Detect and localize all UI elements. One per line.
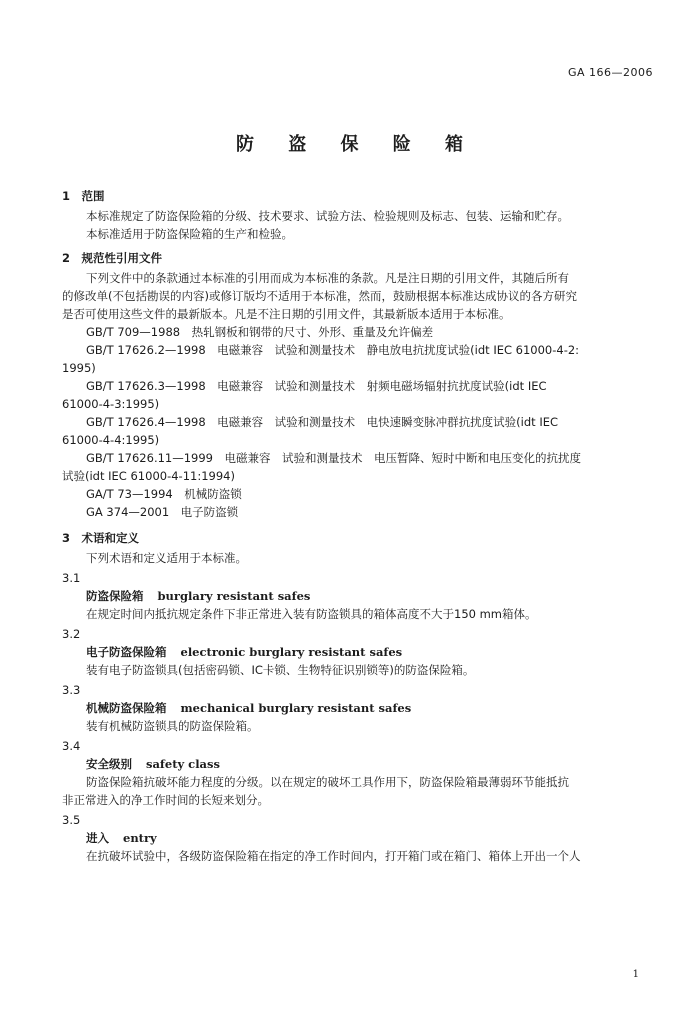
clause-number: 3.1 — [62, 571, 81, 585]
term-definition: 防盗保险箱抗破坏能力程度的分级。以在规定的破坏工具作用下，防盗保险箱最薄弱环节能抵抗 — [86, 775, 569, 789]
reference-item-continued: 1995) — [62, 361, 96, 375]
term-definition-continued: 非正常进入的净工作时间的长短来划分。 — [62, 793, 269, 807]
reference-item-continued: 61000-4-4:1995) — [62, 433, 160, 447]
term-definition: 在抗破坏试验中，各级防盗保险箱在指定的净工作时间内，打开箱门或在箱门、箱体上开出一个人 — [86, 849, 581, 863]
paragraph: 本标准适用于防盗保险箱的生产和检验。 — [86, 227, 293, 241]
term-entry — [62, 645, 654, 659]
standard-number: GA 166—2006 — [567, 66, 653, 79]
reference-item-continued: 试验(idt IEC 61000-4-11:1994) — [62, 469, 235, 483]
paragraph: 本标准规定了防盗保险箱的分级、技术要求、试验方法、检验规则及标志、包装、运输和贮存。 — [86, 209, 569, 223]
term-english: safety class — [146, 757, 220, 771]
term-chinese: 电子防盗保险箱 — [86, 645, 167, 659]
reference-item-continued: 61000-4-3:1995) — [62, 397, 160, 411]
section-heading-terms-definitions: 3 术语和定义 — [62, 531, 140, 545]
reference-item: GB/T 17626.3—1998 电磁兼容 试验和测量技术 射频电磁场辐射抗扰度试验(idt IEC — [86, 379, 547, 393]
term-entry — [62, 589, 654, 603]
term-definition: 装有机械防盗锁具的防盗保险箱。 — [86, 719, 259, 733]
clause-number: 3.2 — [62, 627, 81, 641]
reference-item: GB/T 709—1988 热轧钢板和钢带的尺寸、外形、重量及允许偏差 — [86, 325, 434, 339]
term-entry — [62, 701, 654, 715]
paragraph: 的修改单(不包括勘误的内容)或修订版均不适用于本标准，然而，鼓励根据本标准达成协议的各方研究 — [62, 289, 577, 303]
document-body — [62, 185, 654, 863]
term-chinese: 进入 — [86, 831, 109, 845]
term-english: mechanical burglary resistant safes — [180, 701, 412, 715]
clause-number: 3.5 — [62, 813, 81, 827]
term-chinese: 安全级别 — [86, 757, 132, 771]
section-heading-scope: 1 范围 — [62, 189, 105, 203]
term-definition: 在规定时间内抵抗规定条件下非正常进入装有防盗锁具的箱体高度不大于150 mm箱体。 — [86, 607, 537, 621]
clause-number: 3.3 — [62, 683, 81, 697]
page-number: 1 — [632, 969, 639, 980]
term-chinese: 防盗保险箱 — [86, 589, 144, 603]
reference-item: GB/T 17626.4—1998 电磁兼容 试验和测量技术 电快速瞬变脉冲群抗扰度试验(idt IEC — [86, 415, 559, 429]
section-heading-normative-references: 2 规范性引用文件 — [62, 251, 163, 265]
term-english: entry — [123, 831, 157, 845]
term-definition: 装有电子防盗锁具(包括密码锁、IC卡锁、生物特征识别锁等)的防盗保险箱。 — [86, 663, 475, 677]
paragraph: 是否可使用这些文件的最新版本。凡是不注日期的引用文件，其最新版本适用于本标准。 — [62, 307, 511, 321]
reference-item: GB/T 17626.2—1998 电磁兼容 试验和测量技术 静电放电抗扰度试验(idt IEC 61000-4-2: — [86, 343, 580, 357]
term-entry — [62, 831, 654, 845]
term-english: electronic burglary resistant safes — [180, 645, 403, 659]
paragraph: 下列文件中的条款通过本标准的引用而成为本标准的条款。凡是注日期的引用文件，其随后所有 — [86, 271, 569, 285]
reference-item: GA/T 73—1994 机械防盗锁 — [86, 487, 242, 501]
term-english: burglary resistant safes — [157, 589, 311, 603]
term-entry — [62, 757, 654, 771]
term-chinese: 机械防盗保险箱 — [86, 701, 167, 715]
clause-number: 3.4 — [62, 739, 81, 753]
paragraph: 下列术语和定义适用于本标准。 — [86, 551, 247, 565]
document-title: 防 盗 保 险 箱 — [235, 134, 478, 155]
reference-item: GB/T 17626.11—1999 电磁兼容 试验和测量技术 电压暂降、短时中断和电压变化的抗扰度 — [86, 451, 581, 465]
reference-item: GA 374—2001 电子防盗锁 — [86, 505, 239, 519]
